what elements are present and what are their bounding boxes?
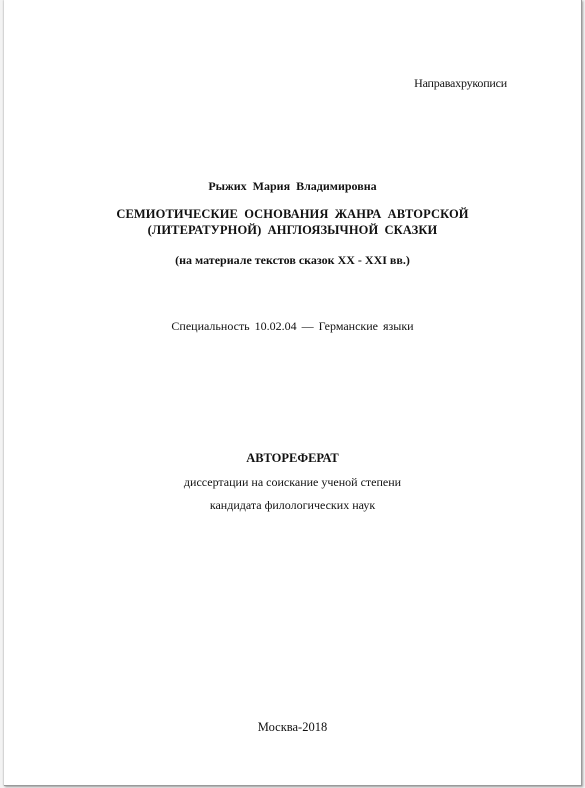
abstract-line-2: кандидата филологических наук <box>209 498 376 512</box>
manuscript-note: Направахрукописи <box>414 76 507 90</box>
city-year: Москва-2018 <box>257 720 328 734</box>
specialty-text: Специальность 10.02.04 — Германские языки <box>171 319 414 333</box>
abstract-title: АВТОРЕФЕРАТ <box>246 451 339 465</box>
title-subtitle: (на материале текстов сказок XX - XXI вв.) <box>175 253 410 267</box>
abstract-line-1: диссертации на соискание ученой степени <box>183 475 402 489</box>
title-line-1: СЕМИОТИЧЕСКИЕ ОСНОВАНИЯ ЖАНРА АВТОРСКОЙ <box>116 207 469 221</box>
author-name: Рыжих Мария Владимировна <box>208 179 377 193</box>
document-page <box>4 0 582 786</box>
title-line-2: (ЛИТЕРАТУРНОЙ) АНГЛОЯЗЫЧНОЙ СКАЗКИ <box>147 223 438 237</box>
